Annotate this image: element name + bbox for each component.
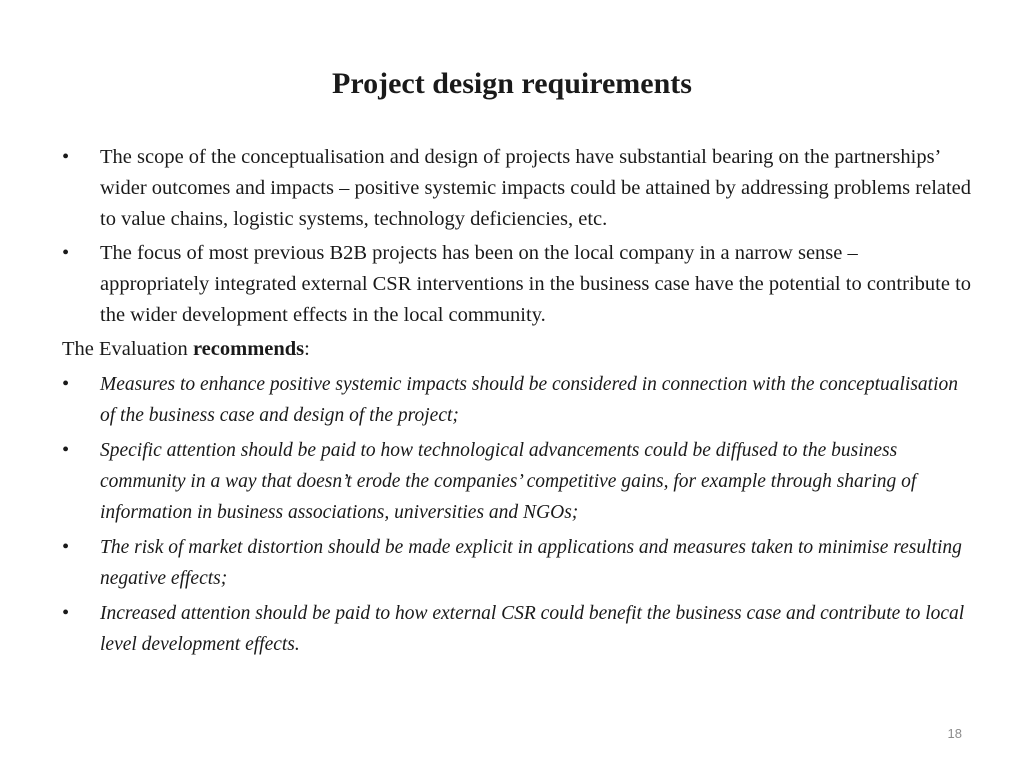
list-item (62, 238, 972, 331)
list-item (62, 369, 972, 431)
bullet-mark: • (62, 146, 70, 168)
recommends-bold: recommends (192, 338, 305, 360)
bullet-text: Measures to enhance positive systemic impacts should be considered in connection with the conceptualisation of the business case and design of the project; (100, 374, 958, 426)
bullet-list-findings (62, 142, 972, 331)
bullet-text: Increased attention should be paid to how external CSR could benefit the business case and contribute to local level development effects. (100, 603, 965, 655)
recommends-suffix: : (304, 338, 310, 360)
recommends-heading (62, 334, 972, 365)
bullet-mark: • (62, 373, 70, 395)
bullet-list-recommendations (62, 369, 972, 660)
bullet-mark: • (62, 439, 70, 461)
slide-body (62, 142, 972, 664)
bullet-mark: • (62, 536, 70, 558)
slide-title: Project design requirements (332, 67, 692, 100)
recommends-prefix: The Evaluation (62, 338, 193, 360)
list-item (62, 435, 972, 528)
bullet-text: The focus of most previous B2B projects has been on the local company in a narrow sense – appropriately integrated external CSR interventions in the business case have the potential to contribute to the wider development effects in the local community. (100, 242, 972, 326)
bullet-text: The scope of the conceptualisation and design of projects have substantial bearing on the partnerships’ wider outcomes and impacts – positive systemic impacts could be attained by addressing problems related to value chains, logistic systems, technology deficiencies, etc. (100, 146, 972, 230)
list-item (62, 598, 972, 660)
list-item (62, 532, 972, 594)
bullet-mark: • (62, 242, 70, 264)
page-number: 18 (947, 726, 962, 741)
bullet-mark: • (62, 602, 70, 624)
list-item (62, 142, 972, 235)
bullet-text: The risk of market distortion should be made explicit in applications and measures taken to minimise resulting negative effects; (100, 537, 962, 589)
bullet-text: Specific attention should be paid to how technological advancements could be diffused to the business community in a way that doesn’t erode the companies’ competitive gains, for example through sharing of information in business associations, universities and NGOs; (100, 440, 917, 523)
